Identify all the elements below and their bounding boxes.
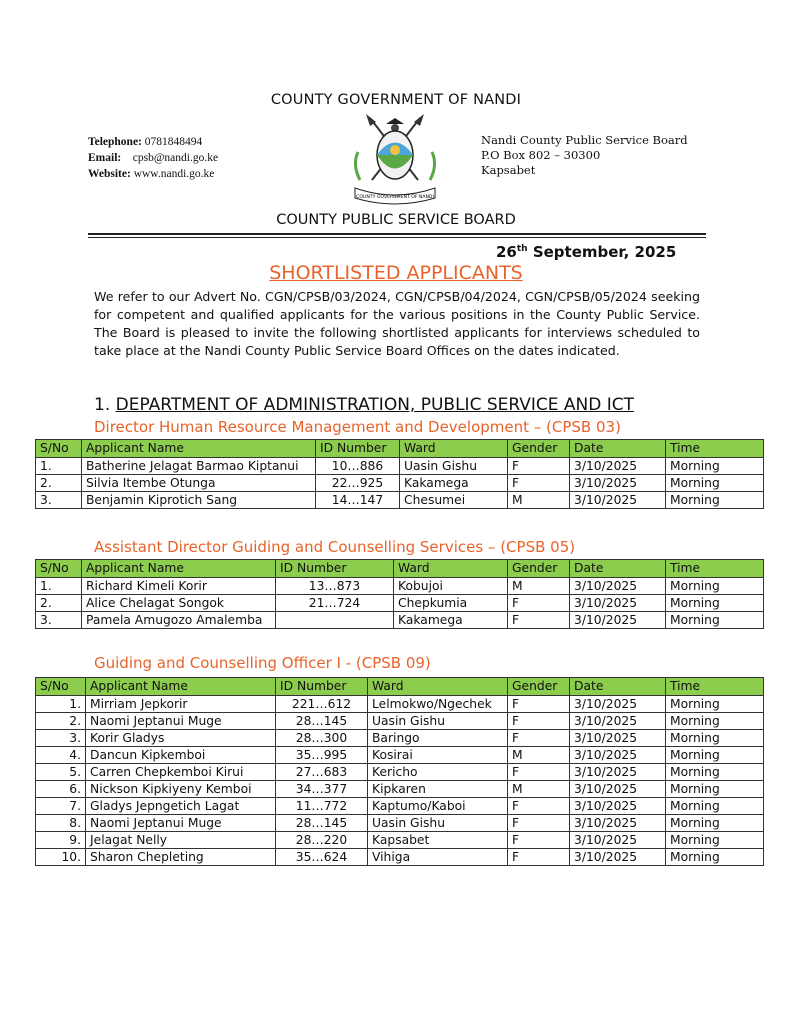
cell-ward: Chepkumia	[394, 595, 508, 612]
cell-gender: F	[508, 832, 570, 849]
cell-date: 3/10/2025	[570, 492, 666, 509]
cell-applicant-name: Naomi Jeptanui Muge	[86, 713, 276, 730]
header-rule-thick	[88, 233, 706, 235]
cell-ward: Kaptumo/Kaboi	[368, 798, 508, 815]
cell-sno: 1.	[36, 578, 82, 595]
cell-applicant-name: Silvia Itembe Otunga	[82, 475, 316, 492]
table-row	[36, 492, 764, 509]
table-row	[36, 578, 764, 595]
cell-id-number: 35…624	[276, 849, 368, 866]
cell-id-number: 28…145	[276, 815, 368, 832]
cell-time: Morning	[666, 475, 764, 492]
cell-gender: F	[508, 815, 570, 832]
col-time: Time	[666, 440, 764, 458]
cell-sno: 9.	[36, 832, 86, 849]
cell-ward: Kipkaren	[368, 781, 508, 798]
col-ward: Ward	[400, 440, 508, 458]
county-crest-logo	[340, 110, 450, 210]
cell-ward: Uasin Gishu	[400, 458, 508, 475]
cell-gender: M	[508, 492, 570, 509]
cell-applicant-name: Gladys Jepngetich Lagat	[86, 798, 276, 815]
cell-gender: F	[508, 458, 570, 475]
col-gender: Gender	[508, 678, 570, 696]
table-row	[36, 764, 764, 781]
cell-date: 3/10/2025	[570, 764, 666, 781]
website-label: Website:	[88, 168, 131, 180]
cell-date: 3/10/2025	[570, 595, 666, 612]
cell-sno: 8.	[36, 815, 86, 832]
cell-ward: Kakamega	[394, 612, 508, 629]
website-row	[88, 166, 218, 182]
cell-id-number: 21…724	[276, 595, 394, 612]
cell-sno: 6.	[36, 781, 86, 798]
cell-date: 3/10/2025	[570, 458, 666, 475]
col-id-number: ID Number	[276, 678, 368, 696]
cell-date: 3/10/2025	[570, 832, 666, 849]
contact-block	[88, 134, 218, 182]
cell-ward: Kapsabet	[368, 832, 508, 849]
cell-time: Morning	[666, 849, 764, 866]
cell-sno: 5.	[36, 764, 86, 781]
col-time: Time	[666, 560, 764, 578]
telephone-label: Telephone:	[88, 136, 142, 148]
cell-time: Morning	[666, 747, 764, 764]
cell-applicant-name: Pamela Amugozo Amalemba	[82, 612, 276, 629]
cell-date: 3/10/2025	[570, 747, 666, 764]
cell-id-number: 35…995	[276, 747, 368, 764]
department-title	[94, 395, 634, 415]
cell-applicant-name: Naomi Jeptanui Muge	[86, 815, 276, 832]
cell-sno: 3.	[36, 612, 82, 629]
col-date: Date	[570, 678, 666, 696]
position-title-cpsb-09: Guiding and Counselling Officer I - (CPSB 09)	[94, 654, 431, 672]
cell-sno: 2.	[36, 475, 82, 492]
col-date: Date	[570, 560, 666, 578]
cell-gender: F	[508, 730, 570, 747]
col-ward: Ward	[394, 560, 508, 578]
cell-sno: 7.	[36, 798, 86, 815]
table-row	[36, 798, 764, 815]
date-day: 26	[496, 243, 517, 261]
table-row	[36, 458, 764, 475]
col-applicant-name: Applicant Name	[82, 440, 316, 458]
position-title-cpsb-05: Assistant Director Guiding and Counselling Services – (CPSB 05)	[94, 538, 576, 556]
cell-ward: Kosirai	[368, 747, 508, 764]
cell-id-number: 27…683	[276, 764, 368, 781]
cell-gender: F	[508, 595, 570, 612]
col-ward: Ward	[368, 678, 508, 696]
table-body	[36, 578, 764, 629]
cell-ward: Baringo	[368, 730, 508, 747]
cell-gender: M	[508, 747, 570, 764]
table-row	[36, 730, 764, 747]
cell-date: 3/10/2025	[570, 713, 666, 730]
cell-sno: 3.	[36, 492, 82, 509]
applicants-table-cpsb-03	[35, 439, 764, 509]
applicants-table-cpsb-05	[35, 559, 764, 629]
cell-id-number: 34…377	[276, 781, 368, 798]
col-sno: S/No	[36, 440, 82, 458]
table-header-row	[36, 560, 764, 578]
address-line-3: Kapsabet	[481, 163, 536, 177]
cell-sno: 10.	[36, 849, 86, 866]
cell-time: Morning	[666, 713, 764, 730]
cell-date: 3/10/2025	[570, 781, 666, 798]
intro-paragraph: We refer to our Advert No. CGN/CPSB/03/2024, CGN/CPSB/04/2024, CGN/CPSB/05/2024 seeking for competent and qualified applicants for the various positions in the County Public Service. The Board is pleased to invite the following shortlisted applicants for interviews scheduled to take place at the Nandi County Public Service Board Offices on the dates indicated.	[94, 289, 700, 358]
table-row	[36, 849, 764, 866]
cell-gender: M	[508, 578, 570, 595]
date-rest: September, 2025	[527, 243, 677, 261]
table-row	[36, 595, 764, 612]
cell-gender: F	[508, 475, 570, 492]
telephone-row	[88, 134, 218, 150]
cell-date: 3/10/2025	[570, 696, 666, 713]
cell-time: Morning	[666, 696, 764, 713]
address-line-2: P.O Box 802 – 30300	[481, 148, 601, 162]
col-applicant-name: Applicant Name	[82, 560, 276, 578]
cell-time: Morning	[666, 595, 764, 612]
cell-sno: 1.	[36, 696, 86, 713]
col-id-number: ID Number	[316, 440, 400, 458]
cell-id-number: 22…925	[316, 475, 400, 492]
cell-ward: Kakamega	[400, 475, 508, 492]
website-value[interactable]: www.nandi.go.ke	[133, 168, 215, 180]
cell-applicant-name: Benjamin Kiprotich Sang	[82, 492, 316, 509]
address-block	[481, 133, 688, 178]
cell-applicant-name: Sharon Chepleting	[86, 849, 276, 866]
email-row	[88, 150, 218, 166]
cell-sno: 1.	[36, 458, 82, 475]
cell-id-number: 221…612	[276, 696, 368, 713]
cell-applicant-name: Carren Chepkemboi Kirui	[86, 764, 276, 781]
table-row	[36, 713, 764, 730]
table-row	[36, 696, 764, 713]
cell-applicant-name: Mirriam Jepkorir	[86, 696, 276, 713]
cell-gender: F	[508, 849, 570, 866]
cell-time: Morning	[666, 612, 764, 629]
col-time: Time	[666, 678, 764, 696]
cell-id-number	[276, 612, 394, 629]
cell-sno: 2.	[36, 713, 86, 730]
cell-date: 3/10/2025	[570, 798, 666, 815]
county-title: COUNTY GOVERNMENT OF NANDI	[270, 92, 522, 108]
cell-ward: Vihiga	[368, 849, 508, 866]
cell-time: Morning	[666, 458, 764, 475]
cell-gender: F	[508, 798, 570, 815]
email-label: Email:	[88, 152, 122, 164]
cell-applicant-name: Nickson Kipkiyeny Kemboi	[86, 781, 276, 798]
col-gender: Gender	[508, 440, 570, 458]
cell-id-number: 11…772	[276, 798, 368, 815]
table-row	[36, 815, 764, 832]
cell-ward: Uasin Gishu	[368, 713, 508, 730]
cell-date: 3/10/2025	[570, 849, 666, 866]
cell-time: Morning	[666, 815, 764, 832]
table-row	[36, 612, 764, 629]
cell-time: Morning	[666, 492, 764, 509]
cell-date: 3/10/2025	[570, 578, 666, 595]
header-rule-thin	[88, 237, 706, 238]
cell-sno: 2.	[36, 595, 82, 612]
position-title-cpsb-03: Director Human Resource Management and Development – (CPSB 03)	[94, 418, 621, 436]
cell-date: 3/10/2025	[570, 475, 666, 492]
cell-ward: Lelmokwo/Ngechek	[368, 696, 508, 713]
cell-id-number: 13…873	[276, 578, 394, 595]
cell-applicant-name: Jelagat Nelly	[86, 832, 276, 849]
cell-id-number: 10…886	[316, 458, 400, 475]
cell-applicant-name: Alice Chelagat Songok	[82, 595, 276, 612]
table-row	[36, 475, 764, 492]
cell-date: 3/10/2025	[570, 612, 666, 629]
cell-date: 3/10/2025	[570, 815, 666, 832]
cell-gender: F	[508, 612, 570, 629]
cell-gender: M	[508, 781, 570, 798]
address-line-1: Nandi County Public Service Board	[481, 133, 688, 147]
cell-ward: Kericho	[368, 764, 508, 781]
cell-time: Morning	[666, 798, 764, 815]
col-date: Date	[570, 440, 666, 458]
cell-applicant-name: Richard Kimeli Korir	[82, 578, 276, 595]
table-row	[36, 747, 764, 764]
cell-gender: F	[508, 696, 570, 713]
col-gender: Gender	[508, 560, 570, 578]
telephone-value: 0781848494	[144, 136, 203, 148]
page-heading: SHORTLISTED APPLICANTS	[269, 262, 523, 284]
cell-time: Morning	[666, 578, 764, 595]
cell-id-number: 28…145	[276, 713, 368, 730]
table-body	[36, 458, 764, 509]
cell-id-number: 28…220	[276, 832, 368, 849]
cell-ward: Kobujoi	[394, 578, 508, 595]
email-value[interactable]: cpsb@nandi.go.ke	[132, 152, 219, 164]
cell-applicant-name: Dancun Kipkemboi	[86, 747, 276, 764]
col-applicant-name: Applicant Name	[86, 678, 276, 696]
cell-date: 3/10/2025	[570, 730, 666, 747]
table-body	[36, 696, 764, 866]
crest-ribbon-text: COUNTY GOVERNMENT OF NANDI	[356, 195, 434, 200]
cell-gender: F	[508, 713, 570, 730]
cell-sno: 3.	[36, 730, 86, 747]
document-date	[496, 243, 676, 261]
cell-id-number: 28…300	[276, 730, 368, 747]
board-title: COUNTY PUBLIC SERVICE BOARD	[276, 212, 516, 228]
table-header-row	[36, 440, 764, 458]
col-sno: S/No	[36, 678, 86, 696]
cell-time: Morning	[666, 781, 764, 798]
cell-gender: F	[508, 764, 570, 781]
applicants-table-cpsb-09	[35, 677, 764, 866]
date-suffix: th	[516, 244, 528, 254]
cell-ward: Uasin Gishu	[368, 815, 508, 832]
cell-applicant-name: Korir Gladys	[86, 730, 276, 747]
cell-time: Morning	[666, 832, 764, 849]
cell-id-number: 14…147	[316, 492, 400, 509]
cell-applicant-name: Batherine Jelagat Barmao Kiptanui	[82, 458, 316, 475]
department-name: DEPARTMENT OF ADMINISTRATION, PUBLIC SERVICE AND ICT	[115, 395, 635, 415]
table-row	[36, 832, 764, 849]
col-sno: S/No	[36, 560, 82, 578]
cell-time: Morning	[666, 730, 764, 747]
cell-ward: Chesumei	[400, 492, 508, 509]
table-row	[36, 781, 764, 798]
department-number: 1.	[94, 395, 116, 415]
cell-sno: 4.	[36, 747, 86, 764]
col-id-number: ID Number	[276, 560, 394, 578]
cell-time: Morning	[666, 764, 764, 781]
table-header-row	[36, 678, 764, 696]
